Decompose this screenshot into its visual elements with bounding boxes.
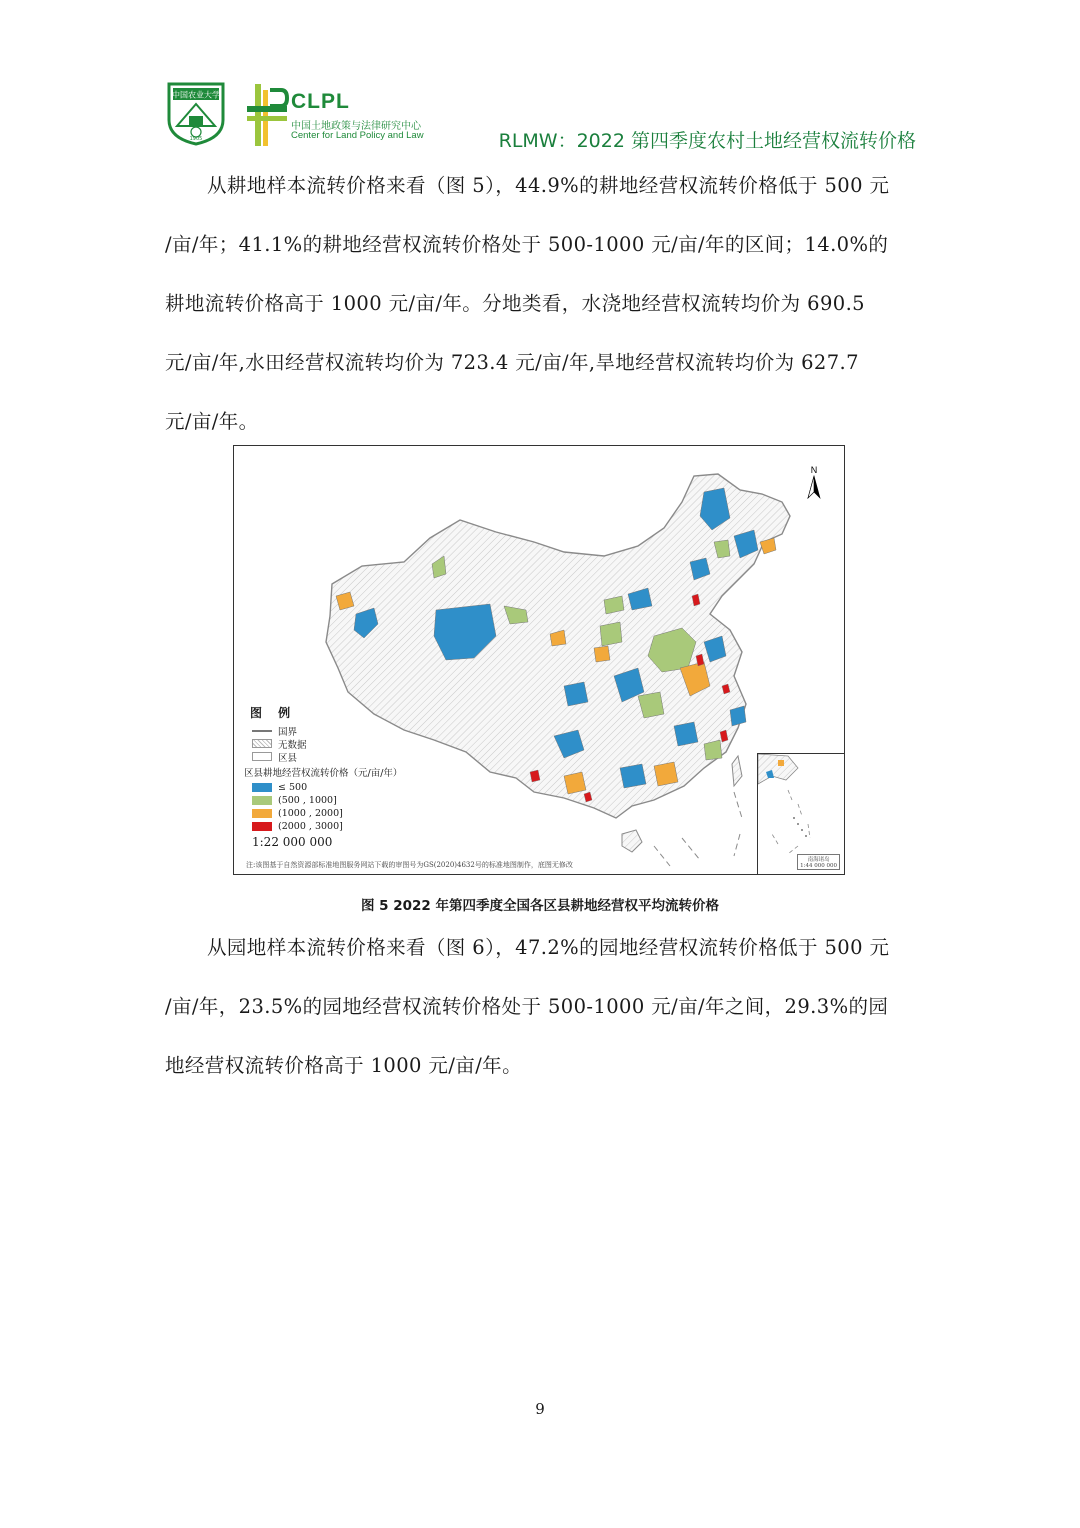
seal-year-text: 1905: [189, 136, 203, 142]
south-china-sea-inset: [757, 753, 844, 874]
paragraph-1-line: 耕地流转价格高于 1000 元/亩/年。分地类看，水浇地经营权流转均价为 690.5: [165, 292, 865, 315]
legend-boundary-label: 国界: [278, 726, 298, 738]
paragraph-1: [165, 156, 917, 451]
legend-class-row: [244, 781, 574, 794]
legend-nodata-label: 无数据: [278, 739, 307, 751]
legend-class-label: (500 , 1000]: [278, 795, 337, 806]
page-number: 9: [535, 1400, 545, 1418]
paragraph-2: [165, 918, 917, 1095]
map-scale: 1:22 000 000: [252, 835, 333, 849]
north-label: N: [810, 465, 818, 475]
inset-label: [797, 854, 840, 870]
paragraph-1-line: 从耕地样本流转价格来看（图 5），44.9%的耕地经营权流转价格低于 500 元: [207, 174, 890, 197]
hainan-island: [622, 830, 642, 852]
north-arrow: [804, 464, 824, 508]
paragraph-1-line: 元/亩/年,水田经营权流转均价为 723.4 元/亩/年,旱地经营权流转均价为 627.7: [165, 351, 859, 374]
legend-class-label: ≤ 500: [278, 782, 308, 793]
class-swatch-le500: [252, 783, 272, 792]
clpl-logo: [247, 82, 422, 148]
class-swatch-500-1000: [252, 796, 272, 805]
legend-nodata-row: [244, 737, 574, 750]
jiangxi-region-le500: [674, 722, 698, 746]
map-note: 注:该图基于自然资源部标准地图服务网站下载的审图号为GS(2020)4632号的标准地图制作，底图无修改: [246, 861, 573, 869]
class-swatch-2000-3000: [252, 822, 272, 831]
clpl-emblem-icon: [247, 82, 289, 148]
legend-county-row: [244, 750, 574, 763]
paragraph-1-line: /亩/年；41.1%的耕地经营权流转价格处于 500-1000 元/亩/年的区间；14.0%的: [165, 233, 889, 256]
south-sea-boundary-line: [654, 792, 742, 866]
china-price-map: [233, 445, 845, 875]
legend-class-label: (2000 , 3000]: [278, 821, 343, 832]
report-title: RLMW：2022 第四季度农村土地经营权流转价格: [498, 130, 916, 152]
class-swatch-1000-2000: [252, 809, 272, 818]
legend-boundary-row: [244, 724, 574, 737]
guangxi-region-le500: [620, 764, 646, 788]
legend-title: 图 例: [250, 706, 297, 720]
paragraph-2-line: /亩/年，23.5%的园地经营权流转价格处于 500-1000 元/亩/年之间，29.3%的园: [165, 995, 889, 1018]
boundary-line-symbol: [252, 730, 272, 732]
nodata-hatch-symbol: [252, 739, 272, 748]
legend-class-label: (1000 , 2000]: [278, 808, 343, 819]
north-arrow-icon: [804, 464, 824, 504]
clpl-logo-cn: 中国土地政策与法律研究中心: [291, 121, 421, 132]
clpl-logo-en: Center for Land Policy and Law: [291, 130, 424, 141]
guangdong-region-1000-2000: [654, 762, 678, 786]
paragraph-2-line: 地经营权流转价格高于 1000 元/亩/年。: [165, 1054, 522, 1077]
inset-label-scale: 1:44 000 000: [800, 863, 837, 869]
paragraph-1-line: 元/亩/年。: [165, 410, 259, 433]
legend-price-title: 区县耕地经营权流转价格（元/亩/年）: [244, 768, 403, 779]
taiwan-island: [732, 756, 742, 786]
county-symbol: [252, 752, 272, 761]
legend-class-row: [244, 794, 574, 807]
shaanxi-region-1000-2000: [594, 646, 610, 662]
paragraph-2-line: 从园地样本流转价格来看（图 6），47.2%的园地经营权流转价格低于 500 元: [207, 936, 890, 959]
legend-class-row: [244, 807, 574, 820]
legend-county-label: 区县: [278, 752, 298, 764]
map-legend: [244, 704, 574, 849]
seal-name-text: 中国农业大学: [172, 90, 220, 100]
legend-class-row: [244, 820, 574, 833]
inset-label-title: 南海诸岛: [807, 857, 830, 863]
figure-caption: 图 5 2022 年第四季度全国各区县耕地经营权平均流转价格: [360, 898, 720, 914]
shanxi-region-500-1000: [600, 622, 622, 646]
header-logos: [163, 80, 423, 150]
university-seal-logo: [163, 80, 229, 146]
clpl-logo-text: CLPL: [291, 90, 350, 113]
sichuan-region-le500: [564, 682, 588, 706]
